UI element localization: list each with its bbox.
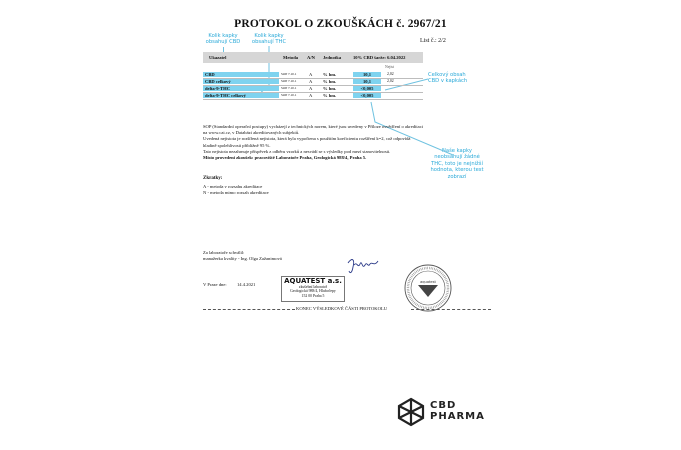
approval-date: V Praze dne: 14.4.2021 xyxy=(203,282,256,287)
row-an: A xyxy=(309,79,313,84)
brand-line1: CBD xyxy=(430,400,457,411)
end-divider-right xyxy=(411,309,491,310)
note-line: Uvedená nejistota je rozšířená nejistota, která byla vypočtena s použitím koeficientu rozšíření k=2, což odpovídá xyxy=(203,136,411,142)
stamp-line: Geologická 988/4, Hlubočepy xyxy=(290,289,336,294)
callout-total: Celkový obsah CBD v kapkách xyxy=(428,72,468,85)
table-header xyxy=(203,52,423,63)
row-name: delta-9-THC xyxy=(203,86,279,91)
th-indicator: Ukazatel xyxy=(209,55,227,60)
row-value: <0,005 xyxy=(353,86,381,91)
company-stamp xyxy=(281,276,345,302)
approver-label: Za laboratoře schválil: xyxy=(203,250,245,255)
th-unit: Jednotka xyxy=(323,55,342,60)
row-method: SOP 7.10.1 xyxy=(281,93,297,97)
row-an: A xyxy=(309,86,313,91)
stamp-line: 152 00 Praha 5 xyxy=(301,293,325,298)
note-line: hladině spolehlivosti přibližně 95 %. xyxy=(203,142,271,148)
cbd-pharma-logo-icon xyxy=(396,397,426,427)
callout-no-thc: Naše kapky neobsahují žádné THC, toto je nejnižší hodnota, kterou test zobrazí xyxy=(430,148,484,180)
th-value: 10% CBD šarže: 6.04.2022 xyxy=(353,55,406,60)
abbr-title: Zkratky: xyxy=(203,176,223,181)
th-method: Metoda xyxy=(283,55,299,60)
row-name: delta-9-THC celkový xyxy=(203,93,279,98)
brand-name xyxy=(430,400,485,422)
report-title: PROTOKOL O ZKOUŠKÁCH č. 2967/21 xyxy=(234,18,447,30)
note-line: na www.cai.cz, v Databázi akreditovaných subjektů. xyxy=(203,130,300,136)
callout-cbd: Kolik kapky obsahují CBD xyxy=(205,33,241,46)
approver-name: manažerka kvality - Ing. Olga Zažanimová xyxy=(203,256,282,262)
row-name: CBD celkový xyxy=(203,79,279,84)
row-method: SOP 7.10.1 xyxy=(281,72,297,76)
stamp-line: zkušební laboratoř xyxy=(298,285,328,289)
th-uncert: Nejist xyxy=(385,65,395,69)
row-an: A xyxy=(309,93,313,98)
end-of-protocol: KONEC VÝSLEDKOVÉ ČÁSTI PROTOKOLU xyxy=(296,306,388,311)
row-unit: % hm. xyxy=(323,93,337,98)
callout-thc: Kolik kapky obsahují THC xyxy=(251,33,287,46)
stamp-brand: AQUATEST a.s. xyxy=(284,277,342,285)
note-line: SOP (Standardní operační postupy) vycházejí z technických norem, které jsou uvedeny v Příloze osvědčení o akreditaci xyxy=(203,124,424,129)
brand-line2: PHARMA xyxy=(430,411,485,422)
accreditation-seal xyxy=(403,263,453,313)
row-unit: % hm. xyxy=(323,79,337,84)
note-line: Tato nejistota nezahrnuje příspěvek z odběru vzorků a nesvádí se s výsledky pod mezí stanovitelnosti. xyxy=(203,148,391,154)
approval-block xyxy=(203,250,282,262)
th-an: A/N xyxy=(307,55,315,60)
row-value: <0,005 xyxy=(353,93,381,98)
row-uncert: 2,02 xyxy=(387,79,394,83)
end-divider-left xyxy=(203,309,295,310)
page-number: List č.: 2/2 xyxy=(420,38,446,44)
signature xyxy=(346,255,380,277)
notes-block xyxy=(203,124,493,161)
seal-text: aquatest xyxy=(420,280,436,284)
row-unit: % hm. xyxy=(323,72,337,77)
row-value: 10,1 xyxy=(353,72,381,77)
row-name: CBD xyxy=(203,72,279,77)
row-unit: % hm. xyxy=(323,86,337,91)
row-uncert: 2,02 xyxy=(387,72,394,76)
table-row xyxy=(203,92,423,100)
abbr-n: N - metoda mimo rozsah akreditace xyxy=(203,190,269,196)
note-line: Místo provedení zkoušek: pracoviště Laboratoře Praha, Geologická 988/4, Praha 5. xyxy=(203,155,367,161)
row-an: A xyxy=(309,72,313,77)
row-value: 10,1 xyxy=(353,79,381,84)
row-method: SOP 7.10.1 xyxy=(281,86,297,90)
abbr-a: A - metoda v rozsahu akreditace xyxy=(203,184,263,189)
abbr-list xyxy=(203,184,269,196)
row-method: SOP 7.10.1 xyxy=(281,79,297,83)
